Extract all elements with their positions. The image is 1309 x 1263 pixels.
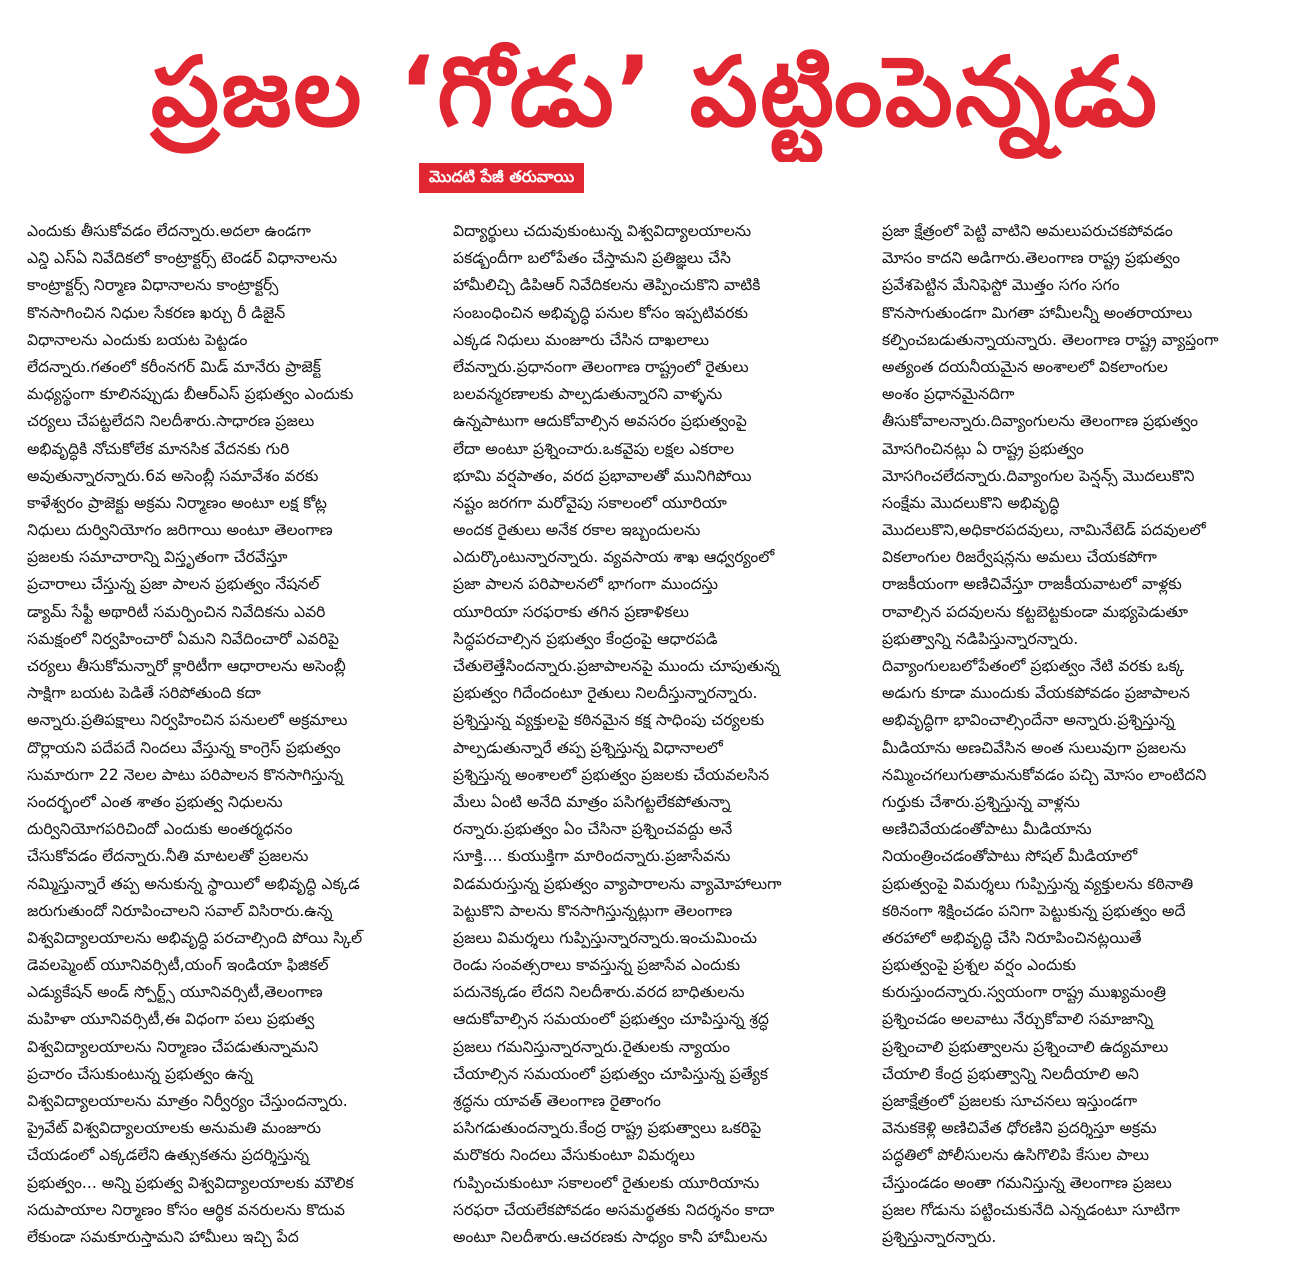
article-line: ప్రభుత్వం... అన్ని ప్రభుత్వ విశ్వవిద్యాలయాలకు మౌలిక: [27, 1173, 354, 1192]
article-line: దొర్లాయని పదేపదే నిందలు వేస్తున్న కాంగ్రెస్ ప్రభుత్వం: [27, 738, 341, 757]
article-line: మహిళా యూనివర్సిటీ,ఈ విధంగా పలు ప్రభుత్వ: [27, 1010, 315, 1029]
article-line: ప్రజలు గమనిస్తున్నారన్నారు.రైతులకు న్యాయం: [453, 1037, 731, 1056]
article-line: ఎడ్యుకేషన్ అండ్ స్పోర్ట్స్ యూనివర్సిటీ,తెలంగాణ: [27, 983, 323, 1002]
article-line: రావాల్సిన పదవులను కట్టబెట్టకుండా మభ్యపెడుతూ: [882, 602, 1189, 621]
article-line: భూమి వర్షపాతం, వరద ప్రభావాలతో మునిగిపోయి: [453, 466, 752, 485]
article-line: తరహాలో అభివృద్ధి చేసి నిరూపించినట్లయితే: [882, 928, 1142, 947]
article-line: వికలాంగుల రిజర్వేషన్లను అమలు చేయకపోగా: [882, 548, 1157, 567]
article-line: ప్రచారం చేసుకుంటున్న ప్రభుత్వం ఉన్న: [27, 1064, 253, 1083]
article-line: సిద్ధపరచాల్సిన ప్రభుత్వం కేంద్రంపై ఆధారపడి: [453, 629, 718, 648]
article-line: చేసుకోవడం లేదన్నారు.నీతి మాటలతో ప్రజలను: [27, 847, 309, 866]
article-line: గుప్పించుకుంటూ సకాలంలో రైతులకు యూరియాను: [453, 1173, 760, 1192]
article-line: ప్రచారాలు చేస్తున్న ప్రజా పాలన ప్రభుత్వం నేషనల్: [27, 575, 320, 594]
article-line: అభివృద్ధిగా భావించాల్సిందేనా అన్నారు.ప్రశ్నిస్తున్న: [882, 711, 1175, 730]
article-line: పదునెక్కడం లేదని నిలదీశారు.వరద బాధితులను: [453, 983, 745, 1002]
article-line: సాక్షిగా బయట పెడితే సరిపోతుంది కదా: [27, 684, 261, 703]
article-line: ఉన్నపాటుగా ఆదుకోవాల్సిన అవసరం ప్రభుత్వంపై: [453, 412, 747, 431]
article-line: ప్రశ్నిస్తున్నారన్నారు.: [882, 1227, 997, 1246]
article-line: విడమరుస్తున్న ప్రభుత్వం వ్యాపారాలను వ్యామోహాలుగా: [453, 874, 782, 893]
article-line: ప్రవేశపెట్టిన మేనిఫెస్టో మొత్తం సగం సగం: [882, 276, 1120, 295]
article-line: చర్యలు చేపట్టలేదని నిలదీశారు.సాధారణ ప్రజలు: [27, 412, 315, 431]
article-line: ప్రభుత్వాన్ని నడిపిస్తున్నారన్నారు.: [882, 629, 1079, 648]
article-line: ప్రశ్నిస్తున్న వ్యక్తులపై కఠినమైన కక్ష సాధింపు చర్యలకు: [453, 711, 765, 730]
article-line: ఎదుర్కొంటున్నారన్నారు. వ్యవసాయ శాఖ ఆధ్వర్యంలో: [453, 548, 775, 567]
article-column-1: [27, 218, 432, 1254]
article-line: కఠినంగా శిక్షించడం పనిగా పెట్టుకున్న ప్రభుత్వం అదే: [882, 901, 1186, 920]
article-line: సంక్షేమ మొదలుకొని అభివృద్ధి: [882, 493, 1060, 512]
article-line: సంబంధించిన అభివృద్ధి పనుల కోసం ఇప్పటివరకు: [453, 303, 748, 322]
article-line: కొనసాగుతుండగా మిగతా హామీలన్నీ అంతరాయాలు: [882, 303, 1193, 322]
article-column-2: [453, 218, 853, 1254]
article-line: జరుగుతుందో నిరూపించాలని సవాల్ విసిరారు.ఉన్న: [27, 901, 333, 920]
continued-from-front-page-label: మొదటి పేజీ తరువాయి: [419, 163, 584, 193]
article-line: నిధులు దుర్వినియోగం జరిగాయి అంటూ తెలంగాణ: [27, 521, 333, 540]
article-line: హామీలిచ్చి డిపిఆర్ నివేదికలను తెప్పించుకొని వాటికి: [453, 276, 761, 295]
article-line: రెండు సంవత్సరాలు కావస్తున్న ప్రజాసేవ ఎందుకు: [453, 956, 741, 975]
article-line: కాళేశ్వరం ప్రాజెక్టు అక్రమ నిర్మాణం అంటూ లక్ష కోట్ల: [27, 493, 327, 512]
article-line: మరొకరు నిందలు వేసుకుంటూ విమర్శలు: [453, 1146, 695, 1165]
article-line: విధానాలను ఎందుకు బయట పెట్టడం: [27, 330, 248, 349]
article-line: రాజకీయంగా అణిచివేస్తూ రాజకీయవాటలో వాళ్లకు: [882, 575, 1182, 594]
article-line: కురుస్తుందన్నారు.స్వయంగా రాష్ట్ర ముఖ్యమంత్రి: [882, 983, 1166, 1002]
article-line: అందక రైతులు అనేక రకాల ఇబ్బందులను: [453, 521, 701, 540]
article-line: ప్రజలకు సమాచారాన్ని విస్తృతంగా చేరవేస్తూ: [27, 548, 288, 567]
article-line: అత్యంత దయనీయమైన అంశాలలో వికలాంగుల: [882, 357, 1168, 376]
article-line: ప్రశ్నించడం అలవాటు నేర్చుకోవాలి సమాజాన్ని: [882, 1010, 1154, 1029]
article-line: మోసగించినట్లు ఏ రాష్ట్ర ప్రభుత్వం: [882, 439, 1084, 458]
article-line: పద్ధతిలో పోలీసులను ఉసిగొలిపి కేసుల పాలు: [882, 1146, 1150, 1165]
article-line: లేకుండా సమకూరుస్తామని హామీలు ఇచ్చి పేద: [27, 1227, 299, 1246]
article-line: డ్యామ్ సేఫ్టీ అథారిటీ సమర్పించిన నివేదికను ఎవరి: [27, 602, 326, 621]
article-line: విశ్వవిద్యాలయాలను మాత్రం నిర్వీర్యం చేస్తుందన్నారు.: [27, 1092, 348, 1110]
article-line: లేదన్నారు.గతంలో కరీంనగర్ మిడ్ మానేరు ప్రాజెక్ట్: [27, 357, 321, 376]
article-line: సూక్తి.... కుయుక్తిగా మారిందన్నారు.ప్రజాసేవను: [453, 847, 731, 866]
article-line: యూరియా సరఫరాకు తగిన ప్రణాళికలు: [453, 602, 689, 621]
article-line: అవుతున్నారన్నారు.6వ అసెంబ్లీ సమావేశం వరకు: [27, 466, 319, 485]
article-line: ప్రశ్నిస్తున్న అంశాలలో ప్రభుత్వం ప్రజలకు చేయవలసిన: [453, 765, 770, 784]
article-line: చేయాలి కేంద్ర ప్రభుత్వాన్ని నిలదీయాలి అని: [882, 1064, 1139, 1083]
article-line: మీడియాను అణచివేసిన అంత సులువుగా ప్రజలను: [882, 738, 1187, 757]
article-line: ప్రజలు విమర్శలు గుప్పిస్తున్నారన్నారు.ఇంచుమించు: [453, 928, 758, 947]
article-line: పకడ్బందీగా బలోపేతం చేస్తామని ప్రతిజ్ఞలు చేసి: [453, 249, 731, 268]
article-line: వెనుకకెళ్లి అణిచివేత ధోరణిని ప్రదర్శిస్తూ అక్రమ: [882, 1119, 1157, 1138]
headline: ప్రజల ‘గోడు’ పట్టింపెన్నడు: [150, 36, 1160, 148]
article-line: చేయాల్సిన సమయంలో ప్రభుత్వం చూపిస్తున్న ప్రత్యేక: [453, 1064, 769, 1083]
article-line: చేయడంలో ఎక్కడలేని ఉత్సుకతను ప్రదర్శిస్తున్న: [27, 1146, 309, 1165]
article-line: విద్యార్థులు చదువుకుంటున్న విశ్వవిద్యాలయాలను: [453, 222, 752, 240]
article-line: విశ్వవిద్యాలయాలను నిర్మాణం చేపడుతున్నామని: [27, 1037, 319, 1056]
article-line: తీసుకోవాలన్నారు.దివ్యాంగులను తెలంగాణ ప్రభుత్వం: [882, 412, 1199, 431]
article-column-3: [882, 218, 1292, 1254]
article-line: కాంట్రాక్టర్స్ నిర్మాణ విధానాలను కాంట్రాక్టర్స్: [27, 276, 279, 295]
article-line: ప్రభుత్వంపై ప్రశ్నల వర్షం ఎందుకు: [882, 956, 1077, 975]
article-line: ఆదుకోవాల్సిన సమయంలో ప్రభుత్వం చూపిస్తున్న శ్రద్ధ: [453, 1010, 769, 1029]
article-line: ఎక్కడ నిధులు మంజూరు చేసిన దాఖలాలు: [453, 330, 709, 349]
article-line: అన్నారు.ప్రతిపక్షాలు నిర్వహించిన పనులలో అక్రమాలు: [27, 711, 348, 730]
article-line: మోసం కాదని అడిగారు.తెలంగాణ రాష్ట్ర ప్రభుత్వం: [882, 249, 1180, 268]
article-line: సదుపాయాల నిర్మాణం కోసం ఆర్థిక వనరులను కొదువ: [27, 1200, 345, 1219]
article-line: చేస్తుండడం అంతా గమనిస్తున్న తెలంగాణ ప్రజలు: [882, 1173, 1172, 1192]
article-line: సరఫరా చేయలేకపోవడం అసమర్థతకు నిదర్శనం కాదా: [453, 1200, 775, 1219]
article-line: పాల్పడుతున్నారే తప్ప ప్రశ్నిస్తున్న విధానాలలో: [453, 738, 723, 757]
article-line: మధ్యస్థంగా కూలినప్పుడు బీఆర్ఎస్ ప్రభుత్వం ఎందుకు: [27, 385, 354, 404]
article-line: రన్నారు.ప్రభుత్వం ఏం చేసినా ప్రశ్నించవద్దు అనే: [453, 820, 733, 839]
article-line: డెవలప్మెంట్ యూనివర్సిటీ,యంగ్ ఇండియా ఫిజికల్: [27, 956, 329, 975]
article-line: మొదలుకొని,అధికారపదవులు, నామినేటెడ్ పదవులలో: [882, 521, 1206, 540]
article-line: మేలు ఏంటి అనేది మాత్రం పసిగట్టలేకపోతున్నా: [453, 792, 731, 811]
article-line: గుర్తుకు చేశారు.ప్రశ్నిస్తున్న వాళ్లను: [882, 792, 1080, 811]
article-line: దివ్యాంగులబలోపేతంలో ప్రభుత్వం నేటి వరకు ఒక్క: [882, 657, 1185, 675]
article-line: ప్రజా పాలన పరిపాలనలో భాగంగా ముందస్తు: [453, 575, 718, 594]
article-line: ప్రజాక్షేత్రంలో ప్రజలకు సూచనలు ఇస్తుండగా: [882, 1092, 1138, 1110]
article-line: నమ్మిస్తున్నారే తప్ప అనుకున్న స్థాయిలో అభివృద్ధి ఎక్కడ: [27, 874, 360, 893]
article-line: దుర్వినియోగపరిచిందో ఎందుకు అంతర్మధనం: [27, 820, 293, 839]
article-line: నష్టం జరగగా మరోవైపు సకాలంలో యూరియా: [453, 493, 727, 512]
article-line: ప్రైవేట్ విశ్వవిద్యాలయాలకు అనుమతి మంజూరు: [27, 1119, 322, 1138]
article-line: అభివృద్ధికి నోచుకోలేక మానసిక వేదనకు గురి: [27, 439, 290, 458]
article-line: శ్రద్ధను యావత్ తెలంగాణ రైతాంగం: [453, 1092, 661, 1110]
article-line: అడుగు కూడా ముందుకు వేయకపోవడం ప్రజాపాలన: [882, 684, 1190, 703]
article-line: బలవన్మరణాలకు పాల్పడుతున్నారని వాళ్ళను: [453, 385, 723, 404]
article-line: ఎన్డి ఎస్ఏ నివేదికలో కాంట్రాక్టర్స్ టెండర్ విధానాలను: [27, 249, 338, 268]
article-line: విశ్వవిద్యాలయాలను అభివృద్ధి పరచాల్సింది పోయి స్కిల్: [27, 928, 363, 947]
article-line: పెట్టుకొని పాలను కొనసాగిస్తున్నట్లుగా తెలంగాణ: [453, 901, 733, 920]
article-line: ప్రశ్నించాలి ప్రభుత్వాలను ప్రశ్నించాలి ఉద్యమాలు: [882, 1037, 1169, 1056]
article-line: నియంత్రించడంతోపాటు సోషల్ మీడియాలో: [882, 847, 1138, 866]
article-line: సందర్భంలో ఎంత శాతం ప్రభుత్వ నిధులను: [27, 792, 283, 811]
article-line: అణిచివేయడంతోపాటు మీడియాను: [882, 820, 1092, 839]
article-line: ప్రభుత్వం గిదేందంటూ రైతులు నిలదీస్తున్నారన్నారు.: [453, 684, 758, 703]
article-line: ఎందుకు తీసుకోవడం లేదన్నారు.అదలా ఉండగా: [27, 222, 311, 240]
article-line: సమక్షంలో నిర్వహించారో ఏమని నివేదించారో ఎవరిపై: [27, 629, 339, 648]
article-line: ప్రజల గోడును పట్టించుకునేది ఎన్నడంటూ సూటిగా: [882, 1200, 1180, 1219]
article-line: మోసగించలేదన్నారు.దివ్యాంగుల పెన్షన్స్ మొదలుకొని: [882, 466, 1195, 485]
article-line: కొనసాగించిన నిధుల సేకరణ ఖర్చు రీ డిజైన్: [27, 303, 286, 322]
article-line: అంశం ప్రధానమైనదిగా: [882, 385, 1015, 404]
article-line: ప్రజా క్షేత్రంలో పెట్టి వాటిని అమలుపరుచకపోవడం: [882, 222, 1173, 240]
article-line: చర్యలు తీసుకోమన్నారో క్లారిటీగా ఆధారాలను అసెంబ్లీ: [27, 657, 346, 675]
article-line: చేతులెత్తేసిందన్నారు.ప్రజాపాలనపై ముందు చూపుతున్న: [453, 657, 780, 675]
article-line: లేవన్నారు.ప్రధానంగా తెలంగాణ రాష్ట్రంలో రైతులు: [453, 357, 749, 376]
article-line: కల్పించబడుతున్నాయన్నారు. తెలంగాణ రాష్ట్ర వ్యాప్తంగా: [882, 330, 1219, 349]
article-line: నమ్మించగలుగుతామనుకోవడం పచ్చి మోసం లాంటిదని: [882, 765, 1207, 784]
article-line: ప్రభుత్వంపై విమర్శలు గుప్పిస్తున్న వ్యక్తులను కఠినాతి: [882, 874, 1194, 893]
article-line: సుమారుగా 22 నెలల పాటు పరిపాలన కొనసాగిస్తున్న: [27, 765, 344, 784]
article-line: పసిగడుతుందన్నారు.కేంద్ర రాష్ట్ర ప్రభుత్వాలు ఒకరిపై: [453, 1119, 762, 1138]
article-line: లేదా అంటూ ప్రశ్నించారు.ఒకవైపు లక్షల ఎకరాల: [453, 439, 735, 458]
article-line: అంటూ నిలదీశారు.ఆచరణకు సాధ్యం కానీ హామీలను: [453, 1227, 768, 1246]
